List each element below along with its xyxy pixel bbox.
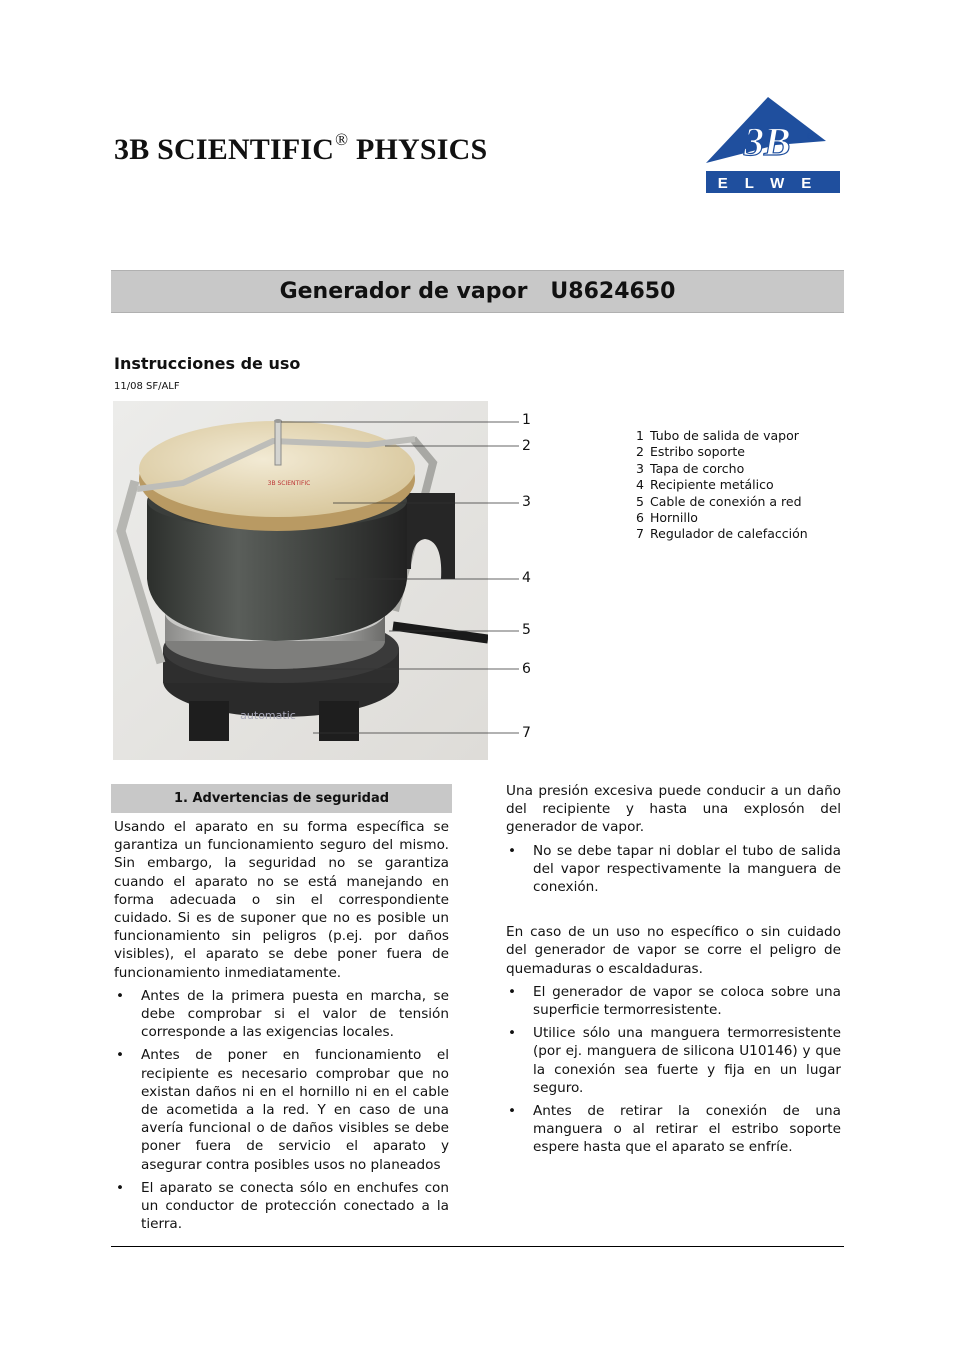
burn-list bbox=[506, 983, 841, 1157]
callout-3: 3 bbox=[522, 494, 531, 510]
list-item: • No se debe tapar ni doblar el tubo de salida del vapor respectivamente la manguera de conexión. bbox=[506, 842, 841, 897]
brand-tail: PHYSICS bbox=[348, 133, 488, 166]
safety-list bbox=[114, 987, 449, 1234]
callout-5: 5 bbox=[522, 622, 531, 638]
callout-2: 2 bbox=[522, 438, 531, 454]
list-item: 7 Regulador de calefacción bbox=[636, 526, 808, 542]
base-label: automatic bbox=[240, 709, 296, 722]
list-item: • Utilice sólo una manguera termorresistente (por ej. manguera de silicona U10146) y que la conexión sea fuerte y fija en un lugar seguro. bbox=[506, 1024, 841, 1097]
callout-6: 6 bbox=[522, 661, 531, 677]
3b-elwe-logo bbox=[702, 95, 842, 195]
instructions-heading: Instrucciones de uso bbox=[114, 354, 301, 373]
logo-reg-text: ® bbox=[806, 132, 814, 141]
document-title-bar bbox=[111, 270, 844, 313]
brand-title bbox=[114, 130, 487, 167]
callout-4: 4 bbox=[522, 570, 531, 586]
left-column bbox=[114, 818, 449, 1233]
pressure-warning: Una presión excesiva puede conducir a un daño del recipiente y hasta una explosón del generador de vapor. bbox=[506, 783, 841, 836]
safety-intro: Usando el aparato en su forma específica se garantiza un funcionamiento seguro del mismo. Sin embargo, la seguridad no se garantiza cuando el aparato no se está manejando en forma adecuada o sin el correspondiente cuidado. Si es de suponer que no es posible un funcionamiento sin peligros (p.ej. por daños visibles), el aparato se debe poner fuera de funcionamiento inmediatamente. bbox=[114, 819, 449, 981]
list-item: 1 Tubo de salida de vapor bbox=[636, 428, 799, 443]
burn-warning: En caso de un uso no específico o sin cuidado del generador de vapor se corre el peligro de quemaduras o escaldaduras. bbox=[506, 924, 841, 977]
list-item: • Antes de retirar la conexión de una manguera o al retirar el estribo soporte espere hasta que el aparato se enfríe. bbox=[506, 1102, 841, 1157]
list-item: 4 Recipiente metálico bbox=[636, 477, 774, 493]
list-item: 5 Cable de conexión a red bbox=[636, 493, 802, 509]
list-item: 2 Estribo soporte bbox=[636, 444, 745, 460]
list-item: • El generador de vapor se coloca sobre una superficie termorresistente. bbox=[506, 983, 841, 1019]
callout-1: 1 bbox=[522, 412, 531, 428]
callout-7: 7 bbox=[522, 725, 531, 741]
registered-mark: ® bbox=[335, 130, 349, 149]
parts-legend bbox=[636, 428, 808, 543]
list-item: • Antes de poner en funcionamiento el recipiente es necesario comprobar que no existan daños ni en el hornillo ni en el cable de acometida a la red. Y en caso de una avería funcional o de daños visibles se debe poner fuera de servicio el aparato y asegurar contra posibles usos no planeados bbox=[114, 1046, 449, 1173]
steam-generator-photo bbox=[113, 401, 488, 760]
section-heading-safety: 1. Advertencias de seguridad bbox=[111, 784, 452, 813]
right-column bbox=[506, 782, 841, 1157]
brand-main: 3B SCIENTIFIC bbox=[114, 133, 335, 166]
list-item: • Antes de la primera puesta en marcha, se debe comprobar si el valor de tensión corresponde a las exigencias locales. bbox=[114, 987, 449, 1042]
footer-divider bbox=[111, 1246, 844, 1247]
lid-text: 3B SCIENTIFIC bbox=[267, 480, 311, 487]
logo-3b-text: 3B bbox=[744, 119, 791, 164]
product-code: U8624650 bbox=[550, 279, 676, 304]
leader-lines bbox=[488, 401, 524, 760]
revision-date: 11/08 SF/ALF bbox=[114, 381, 180, 392]
product-name: Generador de vapor bbox=[279, 279, 528, 304]
list-item: 6 Hornillo bbox=[636, 510, 698, 526]
list-item: • El aparato se conecta sólo en enchufes con un conductor de protección conectado a la tierra. bbox=[114, 1179, 449, 1234]
logo-elwe-text: ELWE bbox=[717, 175, 829, 192]
pressure-list bbox=[506, 842, 841, 897]
list-item: 3 Tapa de corcho bbox=[636, 460, 745, 476]
